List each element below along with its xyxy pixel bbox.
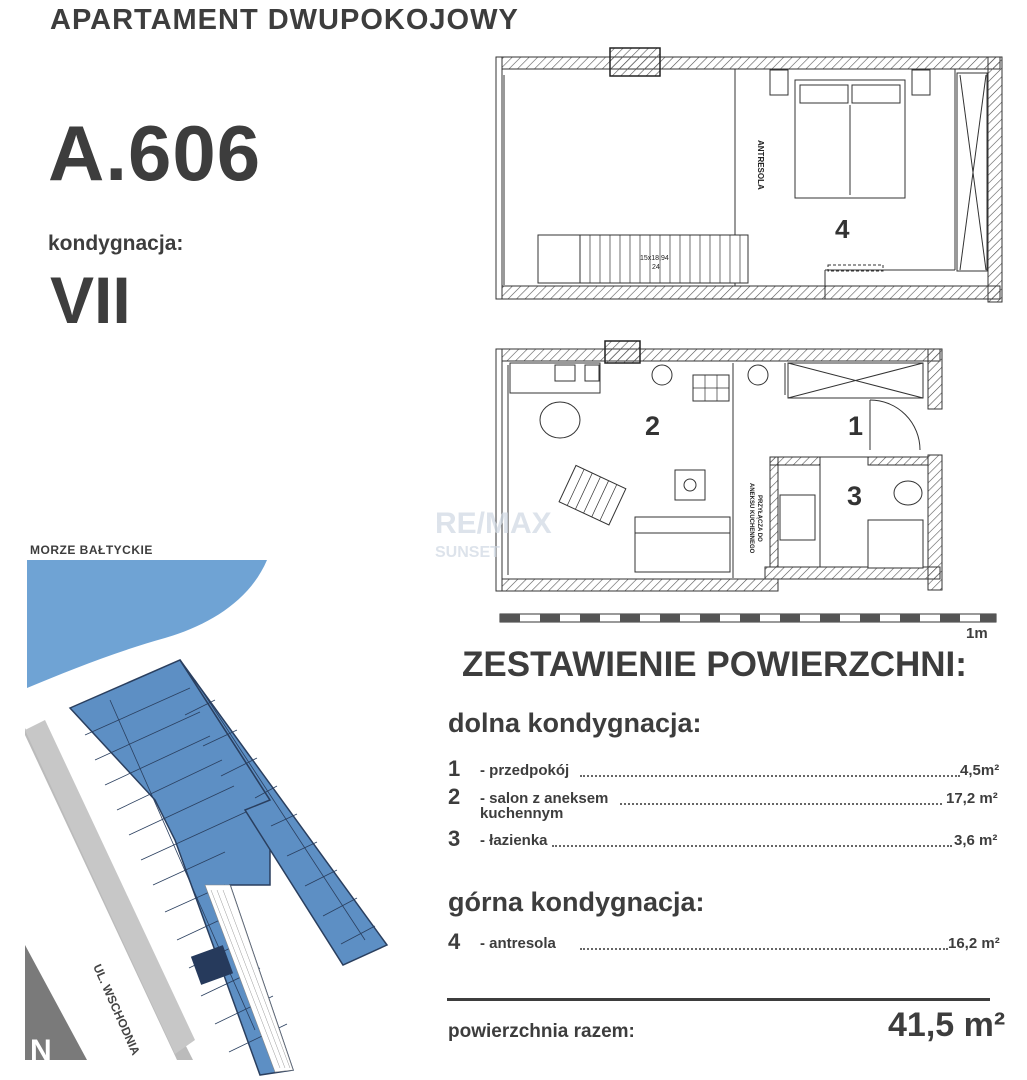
room-number-3: 3: [847, 481, 863, 511]
room-row-3: [448, 826, 1008, 856]
room-row-number: 2: [448, 784, 461, 809]
site-map: [25, 560, 405, 1080]
total-divider: [447, 998, 990, 1001]
dotted-leader: [620, 803, 942, 805]
upper-floor-plan: [490, 45, 1010, 310]
room-row-area: 16,2 m²: [948, 935, 1000, 952]
room-row-2: [448, 784, 1008, 822]
room-row-area: 4,5m²: [960, 762, 1000, 779]
stair-text-1: 15x18,94: [640, 255, 669, 262]
dotted-leader: [552, 845, 952, 847]
watermark-remax: RE/MAX: [435, 507, 552, 540]
floor-value: VII: [50, 263, 131, 337]
total-value: 41,5 m²: [888, 1006, 1006, 1044]
scale-label: 1m: [966, 625, 988, 642]
mezzanine-label: ANTRESOLA: [756, 140, 765, 190]
lower-floor-plan: [435, 335, 950, 605]
room-row-name: - antresola: [480, 935, 556, 952]
north-label: N: [30, 1034, 52, 1067]
floor-label: kondygnacja:: [48, 232, 184, 255]
room-row-name: - łazienka: [480, 832, 548, 849]
room-row-4: [448, 929, 1008, 959]
room-row-number: 1: [448, 756, 461, 781]
summary-title: ZESTAWIENIE POWIERZCHNI:: [462, 645, 967, 684]
dotted-leader: [580, 948, 948, 950]
total-label: powierzchnia razem:: [448, 1021, 635, 1042]
room-row-number: 3: [448, 826, 461, 851]
stair-text-2: 24: [652, 264, 660, 271]
kitchen-note-1: PRZYŁĄCZA DO: [756, 495, 762, 542]
sea-shape: [27, 560, 267, 688]
upper-section-title: górna kondygnacja:: [448, 887, 705, 917]
room-row-area: 3,6 m²: [954, 832, 998, 849]
room-row-number: 4: [448, 929, 461, 954]
kitchen-note-2: ANEKSU KUCHENNEGO: [748, 483, 754, 554]
lower-section-title: dolna kondygnacja:: [448, 708, 702, 738]
document-title: APARTAMENT DWUPOKOJOWY: [50, 4, 519, 36]
sea-label: MORZE BAŁTYCKIE: [30, 543, 153, 557]
room-number-2: 2: [645, 411, 661, 441]
room-row-name: - salon z aneksem: [480, 790, 609, 807]
room-number-1: 1: [848, 411, 864, 441]
room-number-4: 4: [835, 214, 850, 244]
room-row-1: [448, 756, 1008, 786]
scale-bar: [500, 612, 1000, 624]
room-row-name: - przedpokój: [480, 762, 570, 779]
apartment-code: A.606: [48, 109, 262, 197]
watermark-sunset: SUNSET: [435, 544, 500, 561]
dotted-leader: [580, 775, 960, 777]
street-label: UL. WSCHODNIA: [90, 962, 143, 1058]
room-row-area: 17,2 m²: [946, 790, 998, 807]
room-row-name-line2: kuchennym: [480, 805, 564, 822]
